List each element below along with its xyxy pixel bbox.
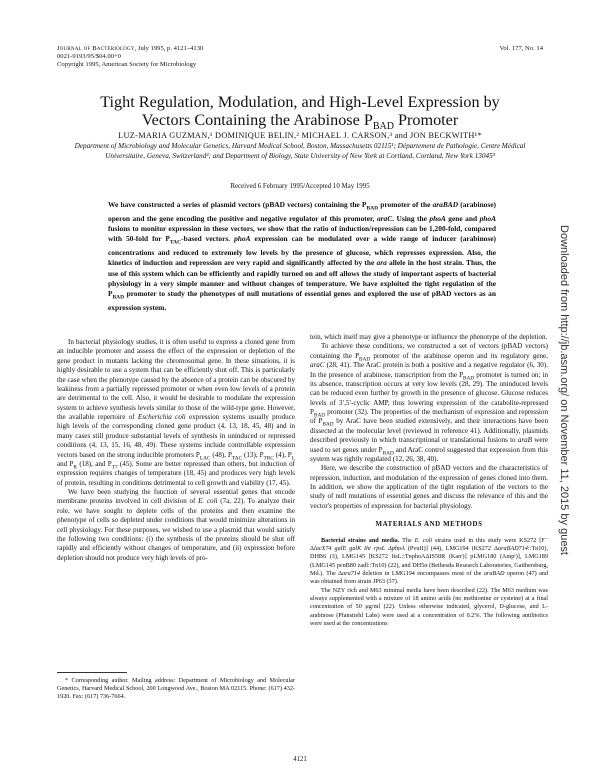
abstract: We have constructed a series of plasmid vectors (pBAD vectors) containing the $P_{BAD}$ promoter of the araBAD (arabinose) operon and the gene encoding the positive and negative regulator of this promoter, araC. Using the phoA gene and phoA fusions to monitor expression in these vectors, we show that the ratio of induction/repression can be 1,200-fold, compared with 50-fold for $P_{TAC}$-based vectors. phoA expression can be modulated over a wide range of inducer (arabinose) concentrations and reduced to extremely low levels by the presence of glucose, which represses expression. Also, the kinetics of induction and repression are very rapid and significantly affected by the ara allele in the host strain. Thus, the use of this system which can be efficiently and rapidly turned on and off allows the study of important aspects of bacterial physiology in a very simple manner and without changes of temperature. We have exploited the tight regulation of the $P_{BAD}$ promoter to study the phenotypes of null mutations of essential genes and explored the use of pBAD vectors as an expression system. bbox=[108, 200, 496, 313]
intro-paragraph-1: In bacterial physiology studies, it is often useful to express a cloned gene from an inducible promoter and assess the effect of the expression or depletion of the gene product in mutants lacking the chromosomal gene. In these situations, it is highly desirable to use a system that can be efficiently shut off. This is particularly the case when the phenotype caused by the absence of a protein can be obscured by leakiness from a partially repressed promoter or when even low levels of a protein are detrimental to the cell. Also, it would be desirable to modulate the expression system to achieve synthesis levels similar to those of the wild-type gene. However, the available repertoire of Escherichia coli expression systems usually produce high levels of the corresponding cloned gene product (4, 13, 18, 45, 48) and in many cases still produce substantial levels of synthesis in uninduced or repressed conditions (4, 13, 15, 16, 48, 49). These systems include controllable expression vectors based on the strong inducible promoters $P_{LAC}$ (48), $P_{TAC}$ (13), $P_{TRC}$ (4), $P_L$ and $P_R$ (18), and $P_{T7}$ (45). Some are better repressed than others, but induction of expression requires changes of temperature (18, 45) and produces very high levels of protein, resulting in conditions detrimental to cell growth and viability (17, 45). bbox=[57, 338, 295, 487]
received-date: Received 6 February 1995/Accepted 10 May 1995 bbox=[230, 183, 370, 190]
affiliations: Department of Microbiology and Molecular Genetics, Harvard Medical School, Boston, Massachusetts 02115¹; Département de Pathologie, Centre Médical Universitaire, Geneva, Switzerland²; and Department of Biology, State University of New York at Cortland, Cortland, New York 13045³ bbox=[74, 142, 526, 160]
page-number: 4121 bbox=[293, 756, 307, 763]
intro-paragraph-4: To achieve these conditions, we constructed a set of vectors (pBAD vectors) containing the $P_{BAD}$ promoter of the arabinose operon and its regulatory gene, araC (28, 41). The AraC protein is both a positive and a negative regulator (6, 30). In the presence of arabinose, transcription from the $P_{BAD}$ promoter is turned on; in its absence, transcription occurs at very low levels (28, 29). The uninduced levels can be reduced even further by growth in the presence of glucose. Glucose reduces levels of 3′,5′-cyclic AMP, thus lowering expression of the catabolite-repressed $P_{BAD}$ promoter (32). The properties of the mechanism of expression and repression of $P_{BAD}$ by AraC have been studied extensively, and their interactions have been dissected at the molecular level (reviewed in reference 41). Additionally, plasmids described previously in which transcriptional or translational fusions to araB were used to set genes under $P_{BAD}$ and AraC control suggested that expression from this system was tightly regulated (12, 26, 38, 40). bbox=[310, 342, 548, 463]
title-line-1: Tight Regulation, Modulation, and High-Level Expression by bbox=[100, 93, 500, 111]
article-title bbox=[50, 93, 550, 136]
body-column-left bbox=[57, 338, 295, 563]
journal-header bbox=[57, 45, 203, 69]
footnote-divider bbox=[57, 672, 127, 673]
intro-paragraph-5: Here, we describe the construction of pBAD vectors and the characteristics of repression, induction, and modulation of the expression of genes cloned into them. In addition, we show the application of the tight regulation of the vectors to the study of null mutations of essential genes and discuss the relevance of this and the vector's properties of expression for bacterial physiology. bbox=[310, 464, 548, 510]
footnote: * Corresponding author. Mailing address: Department of Microbiology and Molecular Genetics, Harvard Medical School, 200 Longwood Ave., Boston MA 02115. Phone: (617) 432-1920. Fax: (617) 736-7664. bbox=[57, 677, 295, 701]
issn: 0021-9193/95/$04.00+0 bbox=[57, 53, 121, 60]
intro-paragraph-2: We have been studying the function of several essential genes that encode membrane proteins involved in cell division of E. coli (7a, 22). To analyze their role, we have sought to deplete cells of the proteins and then examine the phenotype of cells so depleted under conditions that would minimize alterations in cell physiology. For these purposes, we wished to use a plasmid that would satisfy the following two conditions: (i) the synthesis of the proteins should be shut off rapidly and efficiently without changes of temperature, and (ii) expression before depletion should not produce very high levels of pro- bbox=[57, 488, 295, 562]
copyright: Copyright 1995, American Society for Microbiology bbox=[57, 61, 197, 68]
download-watermark: Downloaded from http://jb.asm.org/ on November 11, 2015 by guest bbox=[558, 225, 570, 555]
section-heading: MATERIALS AND METHODS bbox=[375, 521, 483, 529]
volume-info: Vol. 177, No. 14 bbox=[499, 45, 543, 52]
journal-name: Journal of Bacteriology bbox=[57, 45, 135, 52]
title-line-2: Vectors Containing the Arabinose $P_{BAD}$ Promoter bbox=[141, 111, 459, 133]
issue-date: , July 1995, p. 4121–4130 bbox=[134, 45, 204, 52]
body-column-right bbox=[310, 333, 548, 628]
methods-paragraph-1: Bacterial strains and media. The E. coli strains used in this study were KS272 [F⁻ ΔlacX74 galE galK thi rpsL ΔphoA (PvuII)] (44), LMG194 (KS272 ΔaraBAD714::Tn10), DHB6 (3), LMG145 [KS272 ftsL::TnphoAΔIS50R (Kanˢ)] pLMG180 (Ampʳ)], LMG189 (LMG145 pcnB80 zadl::Tn10) (22), and DH5α (Bethesda Research Laboratories, Gaithersburg, Md.). The Δara714 deletion in LMG194 encompasses most of the araBAD operon (47) and was obtained from strain JP63 (37). bbox=[310, 536, 548, 586]
intro-paragraph-3: tein, which itself may give a phenotype or influence the phenotype of the depletion. bbox=[310, 333, 548, 341]
methods-paragraph-2: The NZY rich and M63 minimal media have been described (22). The M63 medium was always supplemented with a mixture of 18 amino acids (no methionine or cysteine) at a final concentration of 50 µg/ml (22). Unless otherwise indicated, glycerol, D-glucose, and L-arabinose (Pfanstiehl Labs) were used at a concentration of 0.2%. The following antibiotics were used at the concentrations bbox=[310, 586, 548, 627]
authors: LUZ-MARIA GUZMAN,¹ DOMINIQUE BELIN,² MICHAEL J. CARSON,³ and JON BECKWITH¹* bbox=[118, 131, 482, 140]
methods-text bbox=[310, 537, 548, 629]
